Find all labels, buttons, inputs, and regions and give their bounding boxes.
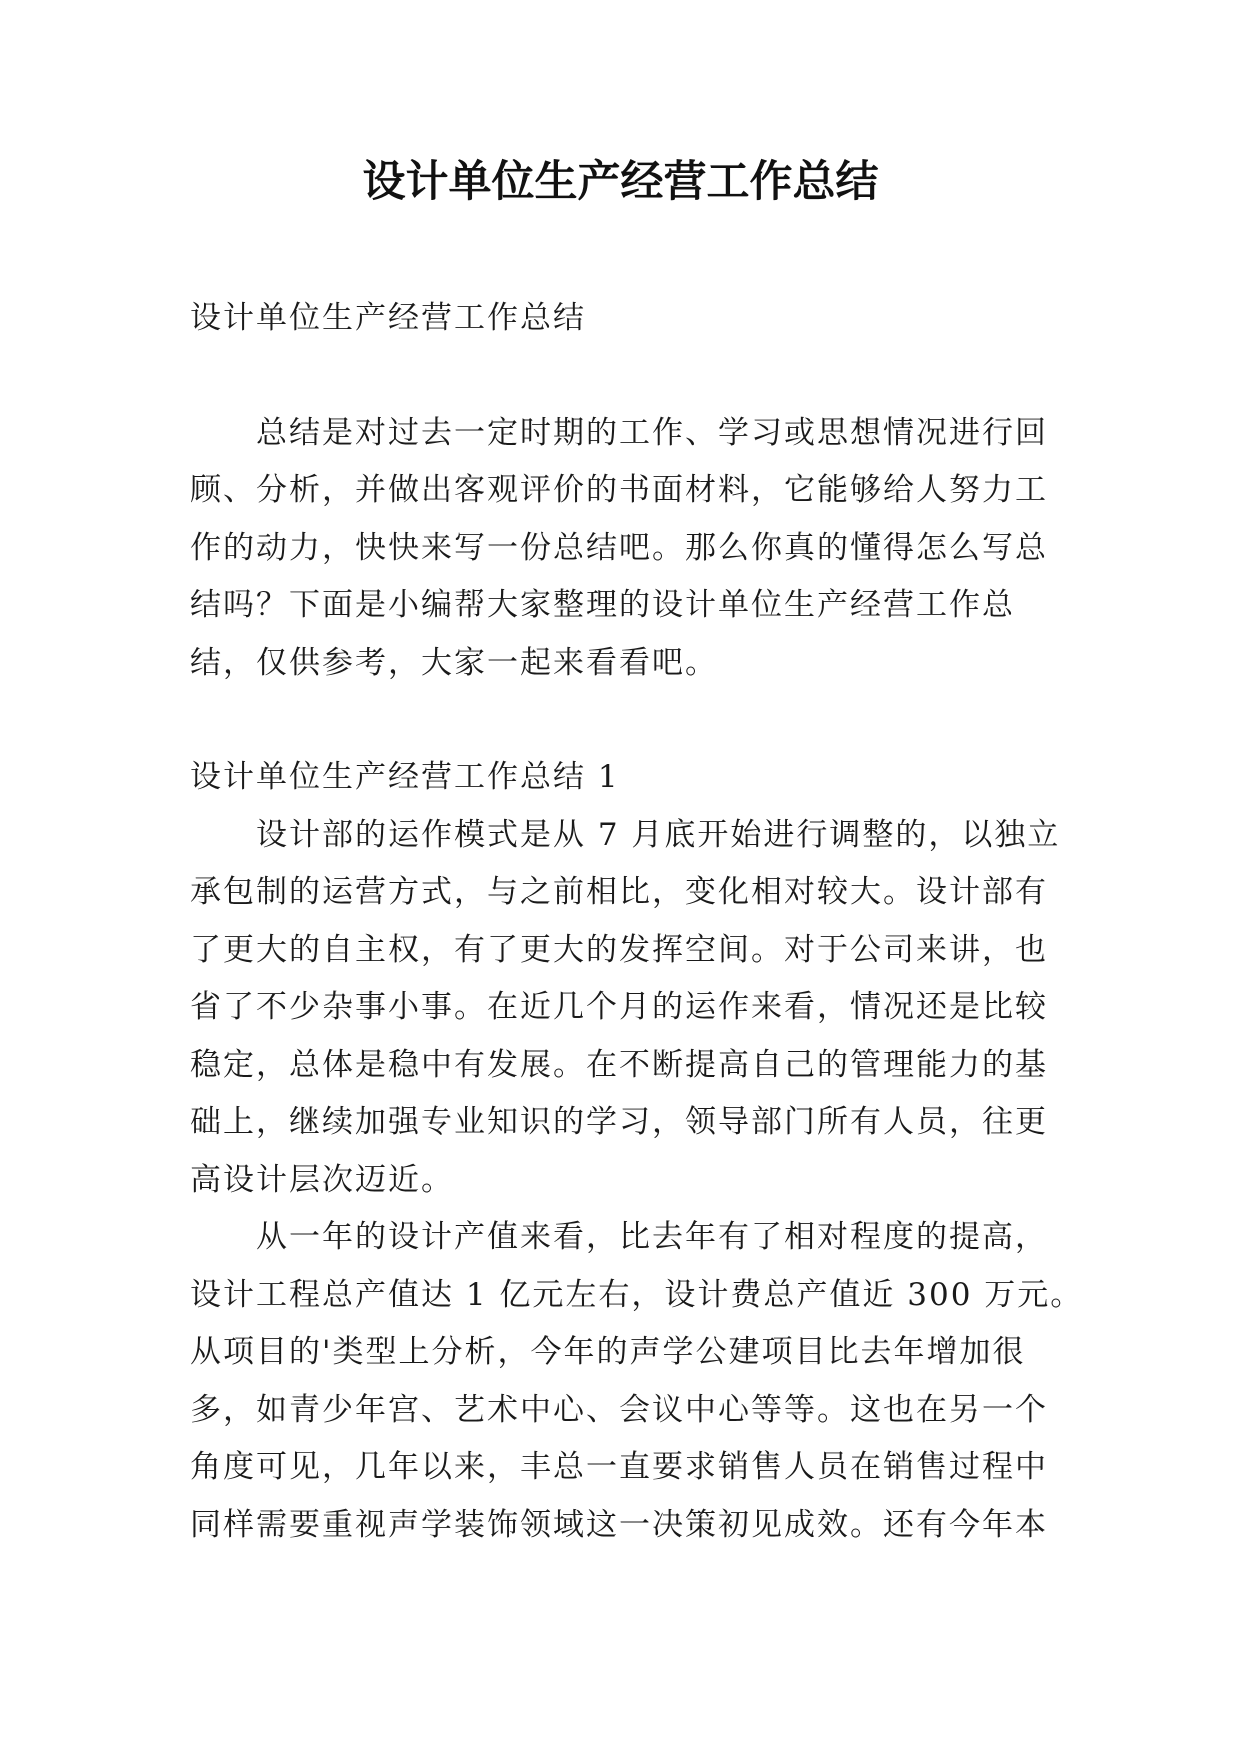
section-heading: 设计单位生产经营工作总结 1: [190, 759, 620, 795]
section1-paragraph-1: [190, 807, 1061, 1210]
paragraph-line: 省了不少杂事小事。在近几个月的运作来看，情况还是比较: [190, 989, 1048, 1025]
paragraph-line: 承包制的运营方式，与之前相比，变化相对较大。设计部有: [190, 874, 1048, 910]
paragraph-line: 设计工程总产值达 1 亿元左右，设计费总产值近 300 万元。: [190, 1276, 1084, 1313]
intro-line: 结，仅供参考，大家一起来看看吧。: [190, 644, 718, 681]
paragraph-line: 础上，继续加强专业知识的学习，领导部门所有人员，往更: [190, 1104, 1048, 1140]
paragraph-line: 多，如青少年宫、艺术中心、会议中心等等。这也在另一个: [190, 1391, 1048, 1428]
document-body: [190, 290, 1084, 1554]
paragraph-line: 从项目的'类型上分析，今年的声学公建项目比去年增加很: [190, 1334, 1026, 1370]
paragraph-line: 角度可见，几年以来，丰总一直要求销售人员在销售过程中: [190, 1449, 1048, 1485]
paragraph-line: 设计部的运作模式是从 7 月底开始进行调整的，以独立: [256, 816, 1061, 853]
paragraph-line: 了更大的自主权，有了更大的发挥空间。对于公司来讲，也: [190, 931, 1048, 968]
paragraph-line: 高设计层次迈近。: [190, 1161, 454, 1198]
intro-paragraph: [190, 405, 1050, 693]
intro-line: 顾、分析，并做出客观评价的书面材料，它能够给人努力工: [190, 472, 1048, 508]
spacer: [190, 348, 1050, 405]
spacer: [190, 692, 1050, 749]
document-title: 设计单位生产经营工作总结: [362, 157, 879, 207]
intro-line: 作的动力，快快来写一份总结吧。那么你真的懂得怎么写总: [190, 529, 1048, 566]
intro-line: 结吗？下面是小编帮大家整理的设计单位生产经营工作总: [190, 587, 1015, 623]
subtitle: 设计单位生产经营工作总结: [190, 300, 586, 336]
paragraph-line: 稳定，总体是稳中有发展。在不断提高自己的管理能力的基: [190, 1046, 1048, 1083]
paragraph-line: 同样需要重视声学装饰领域这一决策初见成效。还有今年本: [190, 1506, 1048, 1543]
intro-line: 总结是对过去一定时期的工作、学习或思想情况进行回: [256, 414, 1048, 451]
section1-paragraph-2: [190, 1209, 1084, 1554]
paragraph-line: 从一年的设计产值来看，比去年有了相对程度的提高，: [256, 1219, 1048, 1255]
